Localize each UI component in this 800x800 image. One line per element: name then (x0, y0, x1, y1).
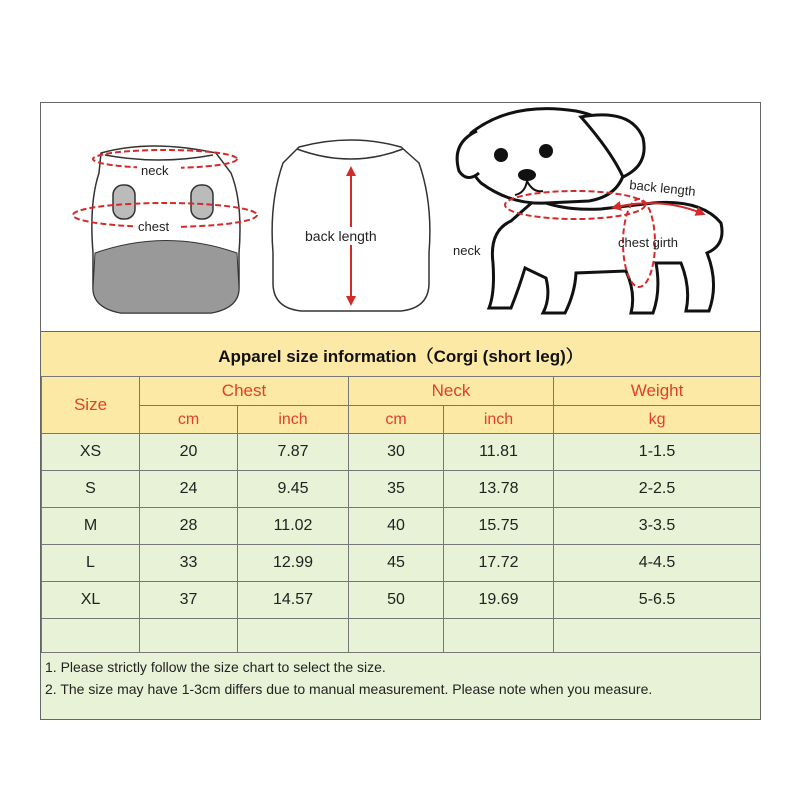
cell-chest-cm: 28 (140, 508, 238, 545)
table-row (42, 582, 761, 619)
cell-neck-cm: 35 (349, 471, 444, 508)
table-header-row (42, 377, 761, 406)
cell-weight: 5-6.5 (554, 582, 761, 619)
vest-back-length-label: back length (305, 228, 377, 244)
note-line: 1. Please strictly follow the size chart to select the size. (45, 659, 386, 675)
header-size: Size (42, 377, 140, 434)
cell-size: XL (42, 582, 140, 619)
dog-neck-label: neck (453, 243, 481, 258)
illustration-svg (41, 103, 760, 331)
cell-chest-inch: 12.99 (238, 545, 349, 582)
cell-chest-cm: 24 (140, 471, 238, 508)
cell-neck-cm: 30 (349, 434, 444, 471)
unit-neck-cm: cm (349, 406, 444, 434)
cell-neck-inch: 13.78 (444, 471, 554, 508)
cell-chest-cm: 37 (140, 582, 238, 619)
vest-back-drawing (272, 140, 430, 311)
cell-size: M (42, 508, 140, 545)
cell-chest-inch: 14.57 (238, 582, 349, 619)
cell-chest-inch: 7.87 (238, 434, 349, 471)
unit-chest-inch: inch (238, 406, 349, 434)
table-row-empty (42, 619, 761, 656)
cell-size: S (42, 471, 140, 508)
cell-chest-inch: 9.45 (238, 471, 349, 508)
table-row (42, 508, 761, 545)
header-weight: Weight (554, 377, 761, 406)
cell-size: L (42, 545, 140, 582)
cell-size: XS (42, 434, 140, 471)
cell-empty (444, 619, 554, 656)
size-notes (41, 652, 760, 719)
table-title: Apparel size information（Corgi (short leg)） (41, 331, 760, 377)
dog-chest-girth-label: chest girth (618, 235, 678, 250)
header-chest: Chest (140, 377, 349, 406)
cell-neck-inch: 11.81 (444, 434, 554, 471)
unit-chest-cm: cm (140, 406, 238, 434)
cell-weight: 2-2.5 (554, 471, 761, 508)
table-row (42, 471, 761, 508)
unit-neck-inch: inch (444, 406, 554, 434)
cell-empty (140, 619, 238, 656)
cell-chest-inch: 11.02 (238, 508, 349, 545)
table-unit-row (42, 406, 761, 434)
dog-back-length-label: back length (628, 177, 697, 199)
note-line: 2. The size may have 1-3cm differs due to manual measurement. Please note when you measure. (45, 681, 653, 697)
cell-empty (42, 619, 140, 656)
cell-neck-inch: 15.75 (444, 508, 554, 545)
cell-chest-cm: 33 (140, 545, 238, 582)
unit-weight-kg: kg (554, 406, 761, 434)
cell-empty (238, 619, 349, 656)
cell-empty (349, 619, 444, 656)
cell-neck-cm: 40 (349, 508, 444, 545)
cell-chest-cm: 20 (140, 434, 238, 471)
vest-neck-label: neck (141, 163, 169, 178)
cell-neck-inch: 19.69 (444, 582, 554, 619)
cell-neck-inch: 17.72 (444, 545, 554, 582)
table-row (42, 545, 761, 582)
cell-weight: 3-3.5 (554, 508, 761, 545)
cell-empty (554, 619, 761, 656)
measurement-illustration (41, 103, 760, 331)
cell-neck-cm: 45 (349, 545, 444, 582)
size-table (41, 376, 761, 656)
size-chart-frame (40, 102, 761, 720)
header-neck: Neck (349, 377, 554, 406)
cell-neck-cm: 50 (349, 582, 444, 619)
table-row (42, 434, 761, 471)
vest-front-drawing (73, 146, 257, 313)
cell-weight: 1-1.5 (554, 434, 761, 471)
vest-chest-label: chest (138, 219, 170, 234)
dog-drawing (453, 109, 722, 313)
cell-weight: 4-4.5 (554, 545, 761, 582)
